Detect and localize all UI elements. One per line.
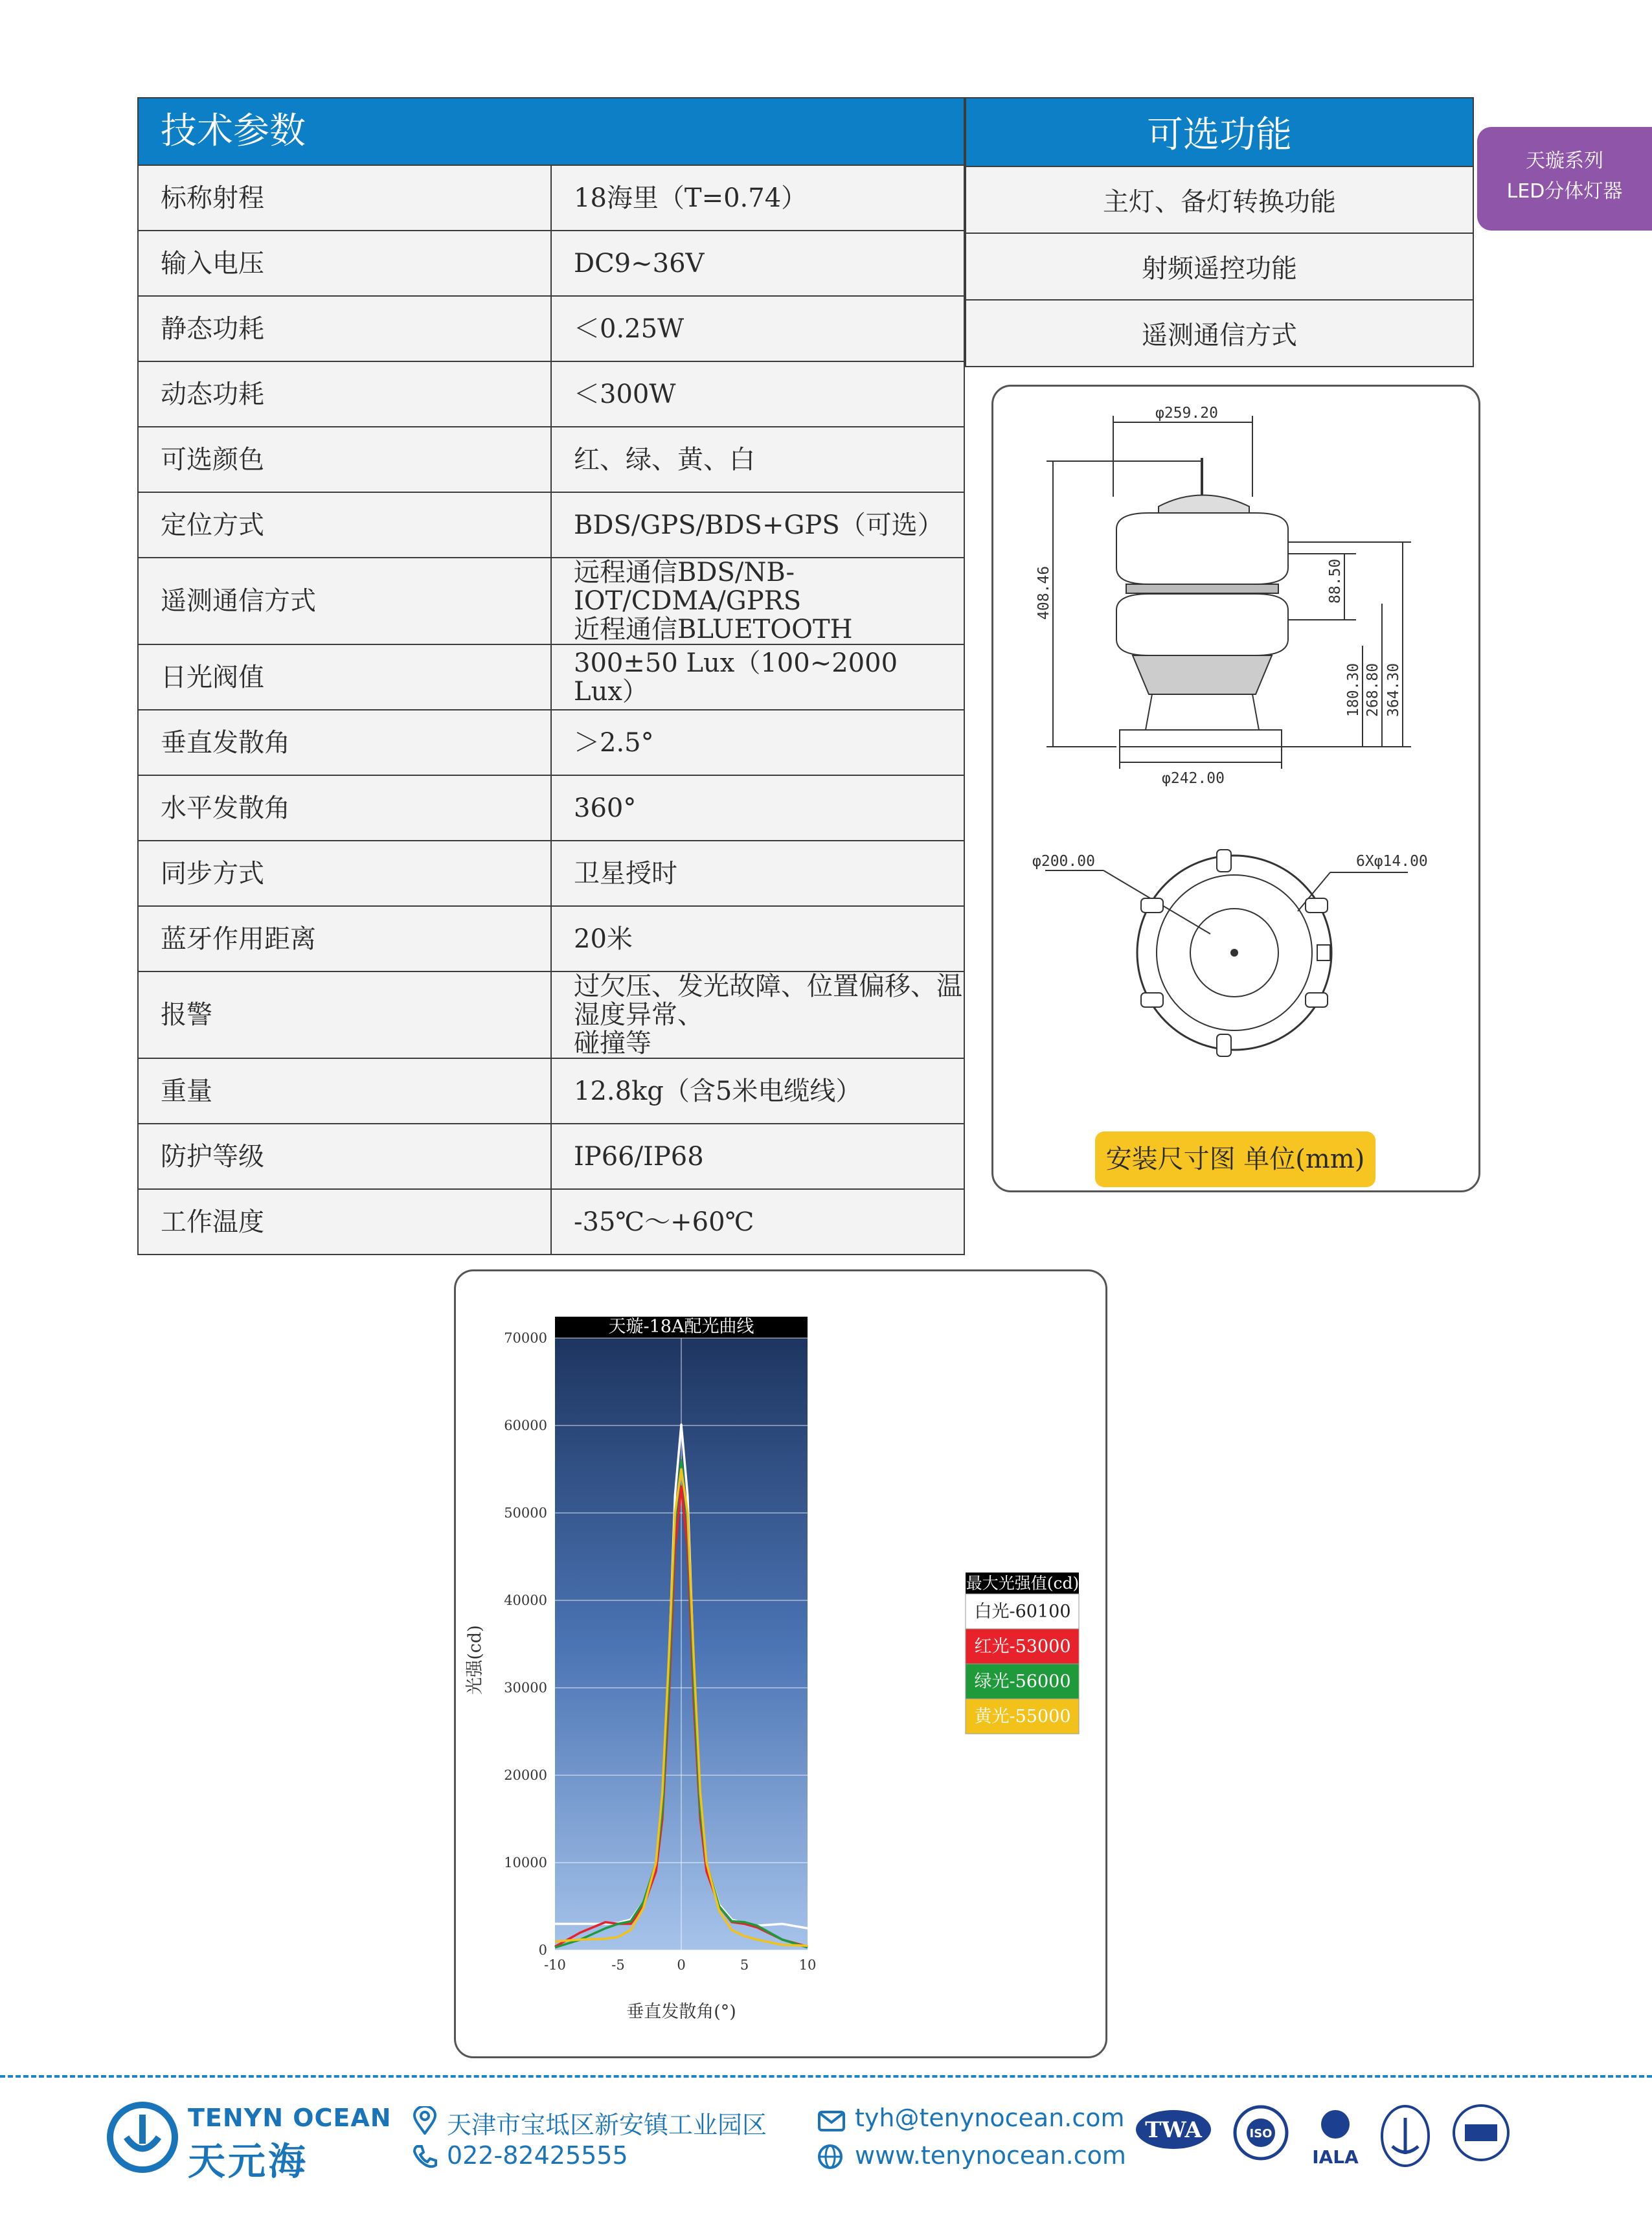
iso-logo-icon: [1235, 2107, 1287, 2159]
spec-label: 防护等级: [138, 1124, 551, 1189]
y-tick-label: 20000: [504, 1767, 547, 1783]
y-tick-label: 50000: [504, 1505, 547, 1521]
dimension-drawing-panel: [991, 385, 1480, 1192]
spec-value: 18海里（T=0.74）: [551, 165, 964, 231]
address-text: 天津市宝坻区新安镇工业园区: [447, 2111, 767, 2139]
table-row: [138, 841, 964, 906]
table-row: [138, 361, 964, 427]
y-tick-label: 60000: [504, 1418, 547, 1433]
brand-name-cn: 天元海: [188, 2139, 309, 2183]
optional-functions-header: 可选功能: [966, 98, 1473, 166]
anchor-emblem-icon: [1382, 2106, 1429, 2166]
spec-value: 20米: [551, 906, 964, 971]
legend-entry: 黄光-55000: [974, 1707, 1071, 1727]
website-link[interactable]: www.tenynocean.com: [855, 2141, 1126, 2170]
spec-label: 定位方式: [138, 492, 551, 558]
spec-value-line1: 远程通信BDS/NB-IOT/CDMA/GPRS: [574, 558, 802, 616]
spec-label: 同步方式: [138, 841, 551, 906]
dimension-drawing: [993, 387, 1482, 1194]
table-row: [138, 971, 964, 1058]
x-tick-label: 5: [740, 1957, 749, 1973]
globe-icon: [817, 2144, 843, 2170]
spec-label: 动态功耗: [138, 361, 551, 427]
dim-36430: 364.30: [1385, 663, 1402, 717]
iala-logo-text: IALA: [1312, 2146, 1359, 2168]
series-tag-line1: 天璇系列: [1526, 150, 1603, 172]
y-tick-label: 70000: [504, 1330, 547, 1346]
x-axis-label: 垂直发散角(°): [626, 2002, 736, 2022]
spec-label: 标称射程: [138, 165, 551, 231]
table-row: [138, 558, 964, 644]
spec-label: 输入电压: [138, 231, 551, 296]
table-row: [138, 1058, 964, 1124]
spec-label: 遥测通信方式: [138, 558, 551, 644]
dim-18030: 180.30: [1345, 663, 1362, 717]
table-row: [138, 165, 964, 231]
dim-holes: 6Xφ14.00: [1356, 853, 1428, 870]
spec-label: 垂直发散角: [138, 710, 551, 775]
x-tick-label: -5: [611, 1957, 625, 1973]
x-tick-label: -10: [544, 1957, 566, 1973]
spec-value: 红、绿、黄、白: [551, 427, 964, 492]
spec-table: [137, 97, 965, 1255]
brand-name-en: TENYN OCEAN: [188, 2104, 392, 2132]
table-row: [138, 231, 964, 296]
table-row: [138, 710, 964, 775]
spec-label: 蓝牙作用距离: [138, 906, 551, 971]
spec-value: ＜300W: [551, 361, 964, 427]
table-row: [966, 300, 1473, 367]
dim-26880: 268.80: [1364, 663, 1381, 717]
spec-label: 水平发散角: [138, 775, 551, 841]
spec-label: 可选颜色: [138, 427, 551, 492]
spec-table-header: 技术参数: [138, 98, 964, 165]
y-tick-label: 30000: [504, 1680, 547, 1696]
series-tag-line2: LED分体灯器: [1506, 179, 1623, 203]
drawing-caption: 安装尺寸图 单位(mm): [1095, 1131, 1375, 1187]
twa-logo-text: TWA: [1145, 2117, 1202, 2143]
optional-item: 射频遥控功能: [966, 233, 1473, 300]
spec-value: [551, 558, 964, 644]
spec-label: 工作温度: [138, 1189, 551, 1255]
table-row: [138, 775, 964, 841]
legend-entry: 红光-53000: [974, 1637, 1071, 1657]
optional-functions-table: [965, 97, 1474, 367]
y-tick-label: 0: [538, 1942, 547, 1958]
phone-icon: [412, 2144, 438, 2170]
spec-value: ＜0.25W: [551, 296, 964, 361]
spec-value: 12.8kg（含5米电缆线）: [551, 1058, 964, 1124]
chart-legend: [966, 1573, 1079, 1734]
spec-value: ＞2.5°: [551, 710, 964, 775]
table-row: [138, 492, 964, 558]
spec-value: IP66/IP68: [551, 1124, 964, 1189]
table-row: [138, 427, 964, 492]
phone-text: 022-82425555: [447, 2141, 628, 2170]
spec-value: -35℃～+60℃: [551, 1189, 964, 1255]
dim-total-height: 408.46: [1035, 565, 1052, 620]
chart-title: 天璇-18A配光曲线: [608, 1317, 754, 1337]
twa-logo-icon: [1136, 2110, 1211, 2149]
company-logo-icon: [104, 2098, 181, 2176]
legend-entry: 绿光-56000: [974, 1672, 1071, 1692]
table-row: [138, 1189, 964, 1255]
dim-top-diameter: φ259.20: [1155, 405, 1218, 422]
spec-value: 360°: [551, 775, 964, 841]
legend-title: 最大光强值(cd): [966, 1574, 1080, 1593]
dim-8850: 88.50: [1327, 558, 1344, 604]
table-row: [138, 644, 964, 710]
spec-label: 日光阀值: [138, 644, 551, 710]
table-row: [138, 1124, 964, 1189]
email-link[interactable]: tyh@tenynocean.com: [855, 2104, 1125, 2132]
x-tick-label: 10: [798, 1957, 817, 1973]
light-distribution-chart: [456, 1271, 1109, 2060]
legend-entry: 白光-60100: [974, 1602, 1071, 1622]
iala-logo-icon: [1312, 2110, 1359, 2168]
y-tick-label: 40000: [504, 1593, 547, 1608]
spec-value: [551, 971, 964, 1058]
table-row: [138, 296, 964, 361]
y-axis-label: 光强(cd): [465, 1625, 485, 1695]
dim-base-diameter: φ242.00: [1162, 770, 1225, 787]
table-row: [966, 233, 1473, 300]
spec-label: 重量: [138, 1058, 551, 1124]
series-tag: [1477, 127, 1652, 231]
dim-bolt-circle: φ200.00: [1032, 853, 1095, 870]
x-tick-label: 0: [677, 1957, 686, 1973]
spec-label: 静态功耗: [138, 296, 551, 361]
spec-value: BDS/GPS/BDS+GPS（可选）: [551, 492, 964, 558]
spec-value: 300±50 Lux（100~2000 Lux）: [551, 644, 964, 710]
spec-value-line2: 近程通信BLUETOOTH: [574, 615, 853, 644]
spec-value-line1: 过欠压、发光故障、位置偏移、温湿度异常、: [574, 971, 962, 1030]
y-tick-label: 10000: [504, 1855, 547, 1870]
certification-logos: [1135, 2104, 1523, 2175]
iso-logo-text: ISO: [1249, 2127, 1273, 2141]
table-row: [138, 906, 964, 971]
email-icon: [817, 2110, 846, 2132]
light-distribution-chart-panel: [454, 1269, 1107, 2058]
optional-item: 主灯、备灯转换功能: [966, 166, 1473, 233]
footer-divider: [0, 2075, 1652, 2078]
spec-label: 报警: [138, 971, 551, 1058]
spec-value-line2: 碰撞等: [574, 1028, 651, 1058]
spec-value: DC9~36V: [551, 231, 964, 296]
association-emblem-icon: [1454, 2106, 1508, 2160]
spec-value: 卫星授时: [551, 841, 964, 906]
location-pin-icon: [412, 2106, 438, 2135]
optional-item: 遥测通信方式: [966, 300, 1473, 367]
table-row: [966, 166, 1473, 233]
